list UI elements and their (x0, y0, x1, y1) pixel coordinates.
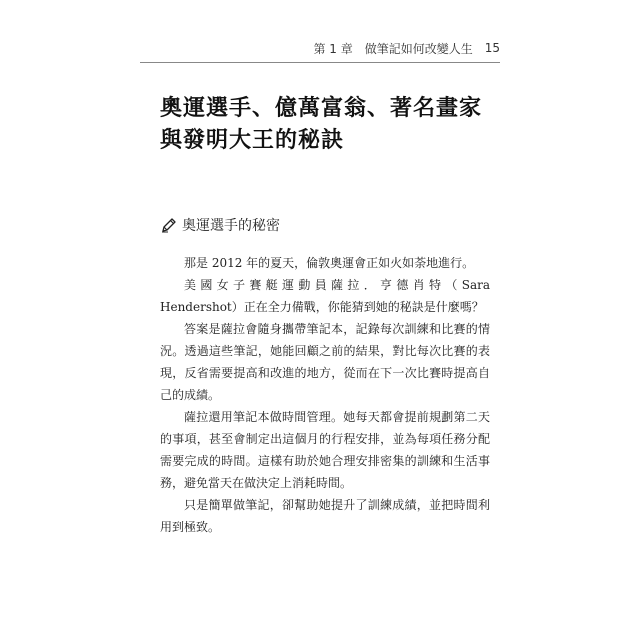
chapter-title: 奧運選手、億萬富翁、著名畫家與發明大王的秘訣 (160, 95, 483, 153)
section-heading-text: 奧運選手的秘密 (182, 218, 280, 234)
pencil-icon (160, 216, 178, 234)
running-head-chapter: 第 1 章 (313, 41, 353, 56)
paragraph: 美國女子賽艇運動員薩拉．亨德肖特（Sara Hendershot）正在全力備戰，你能猜到她的秘訣是什麼嗎？ (160, 278, 490, 314)
running-head (120, 36, 500, 60)
running-head-title: 做筆記如何改變人生 (364, 41, 473, 56)
paragraph: 薩拉還用筆記本做時間管理。她每天都會提前規劃第二天的事項，甚至會制定出這個月的行程安排，並為每項任務分配需要完成的時間。這樣有助於她合理安排密集的訓練和生活事務，避免當天在做決定上消耗時間。 (160, 410, 490, 490)
section-heading (160, 214, 280, 236)
body-text (160, 252, 490, 538)
paragraph: 那是 2012 年的夏天，倫敦奧運會正如火如荼地進行。 (184, 256, 475, 270)
paragraph: 答案是薩拉會隨身攜帶筆記本，記錄每次訓練和比賽的情況。透過這些筆記，她能回顧之前的結果，對比每次比賽的表現，反省需要提高和改進的地方，從而在下一次比賽時提高自己的成績。 (160, 322, 490, 402)
page-number: 15 (484, 41, 500, 55)
paragraph: 只是簡單做筆記，卻幫助她提升了訓練成績，並把時間利用到極致。 (160, 498, 490, 534)
header-rule (140, 62, 500, 63)
